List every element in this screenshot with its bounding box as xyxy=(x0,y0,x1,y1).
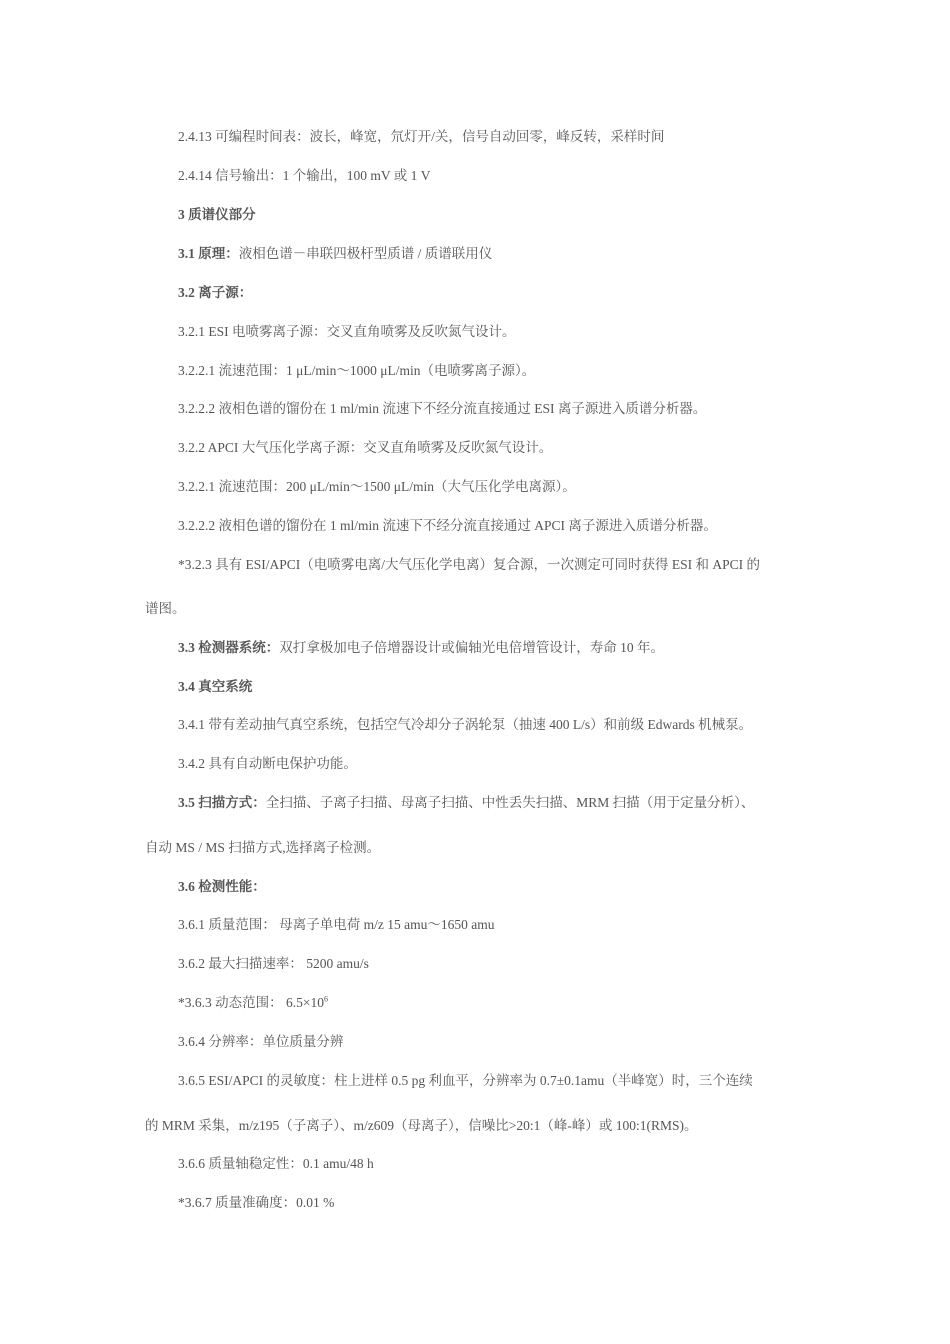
para-3-2-2-2-esi: 3.2.2.2 液相色谱的馏份在 1 ml/min 流速下不经分流直接通过 ESI 离子源进入质谱分析器。 xyxy=(178,401,707,416)
heading-3-3: 3.3 检测器系统： xyxy=(178,640,280,655)
para-3-6-2: 3.6.2 最大扫描速率： 5200 amu/s xyxy=(178,956,369,971)
para-3-5-cont: 自动 MS / MS 扫描方式,选择离子检测。 xyxy=(145,840,381,855)
para-3-6-6: 3.6.6 质量轴稳定性：0.1 amu/48 h xyxy=(178,1156,374,1171)
para-3-6-3: *3.6.3 动态范围： $6.5\times 10^6$ xyxy=(178,994,328,1010)
para-3-6-1: 3.6.1 质量范围： 母离子单电荷 m/z 15 amu～1650 amu xyxy=(178,917,495,932)
para-3-6-5-cont: 的 MRM 采集，m/z195（子离子）、m/z609（母离子），信噪比>20:1（峰-峰）或 100:1(RMS)。 xyxy=(145,1118,698,1133)
para-3-5: 3.5 扫描方式：全扫描、子离子扫描、母离子扫描、中性丢失扫描、MRM 扫描（用于定量分析）、 xyxy=(178,795,755,810)
heading-3-2: 3.2 离子源： xyxy=(178,285,253,300)
para-3-2-2-apci: 3.2.2 APCI 大气压化学离子源：交叉直角喷雾及反吹氮气设计。 xyxy=(178,440,553,455)
exponent: 6 xyxy=(324,994,328,1004)
para-3-2-3-cont: 谱图。 xyxy=(145,601,186,616)
para-3-6-5: 3.6.5 ESI/APCI 的灵敏度：柱上进样 0.5 pg 利血平，分辨率为 0.7±0.1amu（半峰宽）时，三个连续 xyxy=(178,1073,753,1088)
para-3-2-2-1-esi: 3.2.2.1 流速范围：1 μL/min～1000 μL/min（电喷雾离子源）。 xyxy=(178,363,536,378)
para-2-4-14: 2.4.14 信号输出：1 个输出，100 mV 或 1 V xyxy=(178,168,431,183)
para-3-2-2-1-apci: 3.2.2.1 流速范围：200 μL/min～1500 μL/min（大气压化学电离源）。 xyxy=(178,479,576,494)
para-3-2-2-2-apci: 3.2.2.2 液相色谱的馏份在 1 ml/min 流速下不经分流直接通过 APCI 离子源进入质谱分析器。 xyxy=(178,518,717,533)
para-3-1: 3.1 原理：液相色谱－串联四极杆型质谱 / 质谱联用仪 xyxy=(178,246,493,261)
para-2-4-13: 2.4.13 可编程时间表：波长，峰宽，氘灯开/关，信号自动回零，峰反转，采样时间 xyxy=(178,129,665,144)
heading-3-1: 3.1 原理： xyxy=(178,246,239,261)
para-3-6-4: 3.6.4 分辨率：单位质量分辨 xyxy=(178,1034,344,1049)
para-3-4-1: 3.4.1 带有差动抽气真空系统，包括空气冷却分子涡轮泵（抽速 400 L/s）和前级 Edwards 机械泵。 xyxy=(178,717,753,732)
para-3-4-2: 3.4.2 具有自动断电保护功能。 xyxy=(178,756,357,771)
heading-3-6: 3.6 检测性能： xyxy=(178,879,266,894)
section-heading-3: 3 质谱仪部分 xyxy=(178,207,256,222)
para-3-2-3: *3.2.3 具有 ESI/APCI（电喷雾电离/大气压化学电离）复合源，一次测定可同时获得 ESI 和 APCI 的 xyxy=(178,557,761,572)
heading-3-4: 3.4 真空系统 xyxy=(178,679,253,694)
para-3-3: 3.3 检测器系统：双打拿极加电子倍增器设计或偏轴光电倍增管设计，寿命 10 年。 xyxy=(178,640,664,655)
heading-3-5: 3.5 扫描方式： xyxy=(178,795,266,810)
para-3-6-7: *3.6.7 质量准确度：0.01 % xyxy=(178,1195,335,1210)
para-3-2-1: 3.2.1 ESI 电喷雾离子源：交叉直角喷雾及反吹氮气设计。 xyxy=(178,324,516,339)
